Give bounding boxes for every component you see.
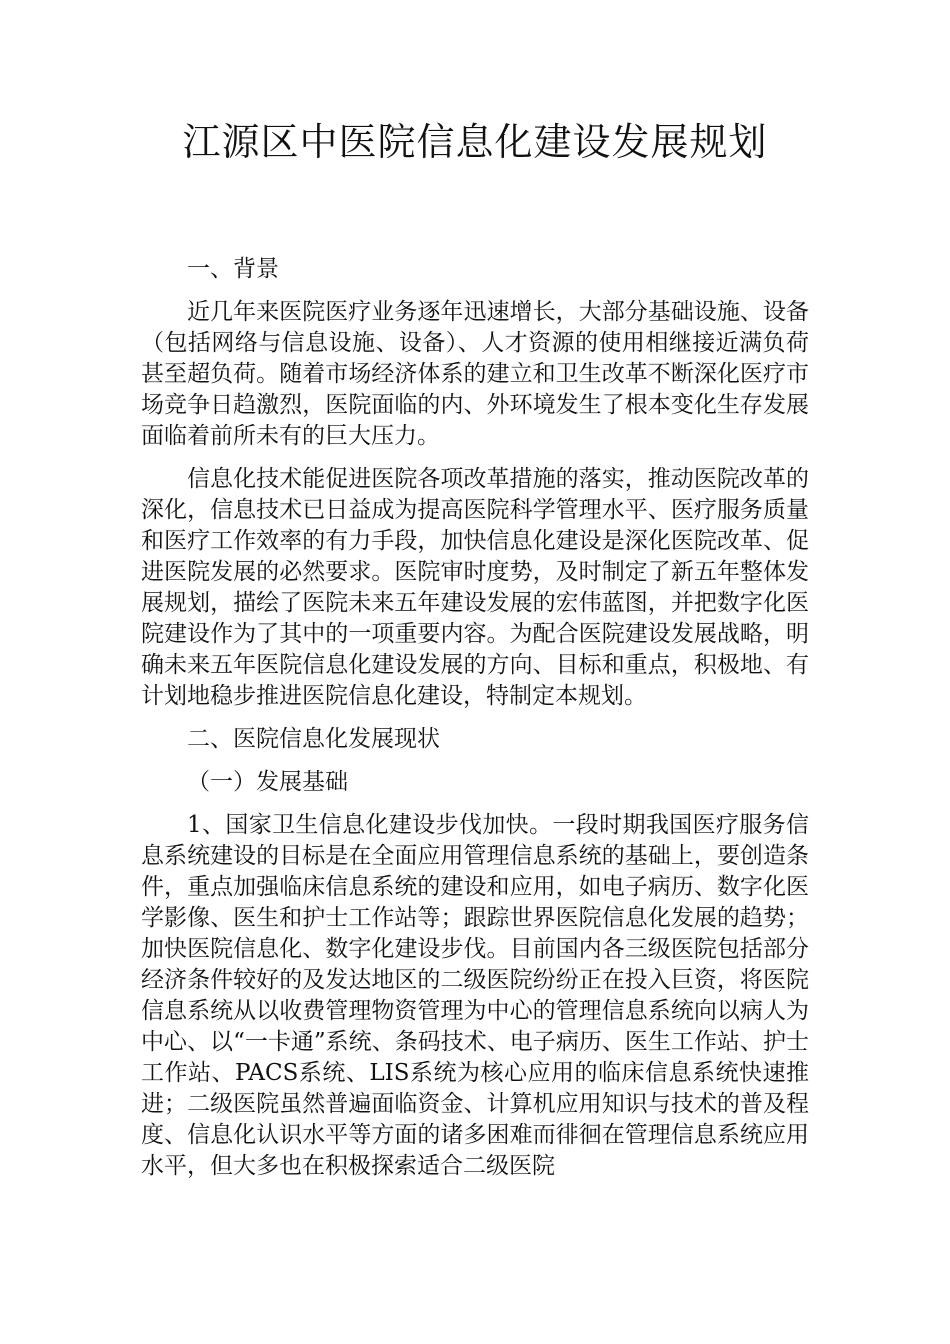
section-heading-status: 二、医院信息化发展现状 <box>187 726 440 752</box>
paragraph: 信息化技术能促进医院各项改革措施的落实，推动医院改革的深化，信息技术已日益成为提高医院科学管理水平、医疗服务质量和医疗工作效率的有力手段，加快信息化建设是深化医院改革、促进医院发展的必然要求。医院审时度势，及时制定了新五年整体发展规划，描绘了医院未来五年建设发展的宏伟蓝图，并把数字化医院建设作为了其中的一项重要内容。为配合医院建设发展战略，明确未来五年医院信息化建设发展的方向、目标和重点，积极地、有计划地稳步推进医院信息化建设，特制定本规划。 <box>141 466 809 709</box>
section-heading-background: 一、背景 <box>187 256 279 282</box>
paragraph: 近几年来医院医疗业务逐年迅速增长，大部分基础设施、设备（包括网络与信息设施、设备）、人才资源的使用相继接近满负荷甚至超负荷。随着市场经济体系的建立和卫生改革不断深化医疗市场竞争日趋激烈，医院面临的内、外环境发生了根本变化生存发展面临着前所未有的巨大压力。 <box>141 299 809 449</box>
subsection-heading-foundation: （一）发展基础 <box>187 769 348 795</box>
paragraph: 1、国家卫生信息化建设步伐加快。一段时期我国医疗服务信息系统建设的目标是在全面应用管理信息系统的基础上，要创造条件，重点加强临床信息系统的建设和应用，如电子病历、数字化医学影像、医生和护士工作站等；跟踪世界医院信息化发展的趋势；加快医院信息化、数字化建设步伐。目前国内各三级医院包括部分经济条件较好的及发达地区的二级医院纷纷正在投入巨资，将医院信息系统从以收费管理物资管理为中心的管理信息系统向以病人为中心、以“一卡通”系统、条码技术、电子病历、医生工作站、护士工作站、PACS系统、LIS系统为核心应用的临床信息系统快速推进；二级医院虽然普遍面临资金、计算机应用知识与技术的普及程度、信息化认识水平等方面的诸多困难而徘徊在管理信息系统应用水平，但大多也在积极探索适合二级医院 <box>141 812 809 1179</box>
document-title: 江源区中医院信息化建设发展规划 <box>182 120 768 164</box>
document-body <box>141 254 809 1194</box>
